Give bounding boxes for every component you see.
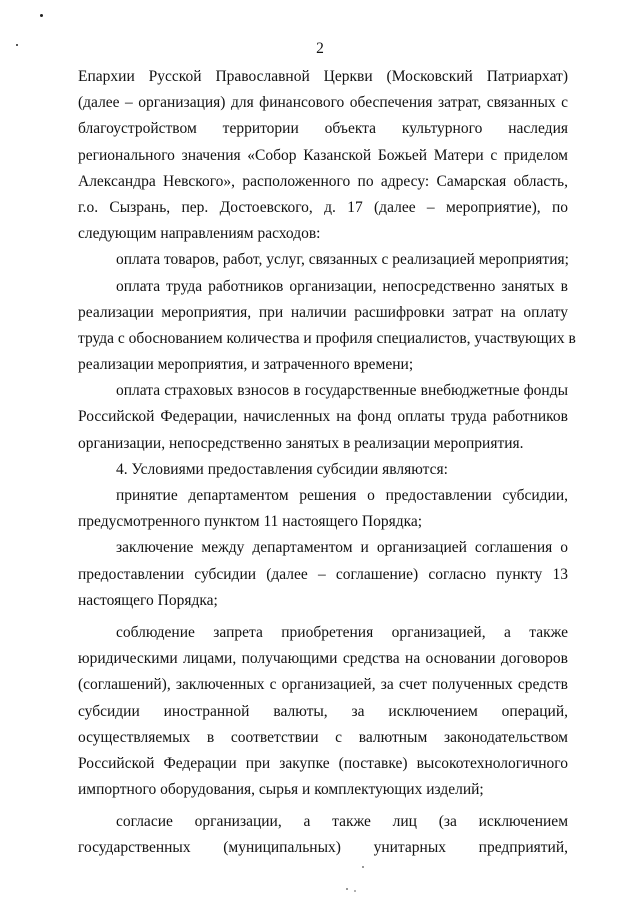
- scan-speck: [40, 14, 43, 17]
- text-line: г.о. Сызрань, пер. Достоевского, д. 17 (далее – мероприятие), по: [78, 198, 568, 216]
- text-line: (соглашений), заключенных с организацией, за счет полученных средств: [78, 676, 568, 694]
- scan-speck: [346, 888, 348, 890]
- text-line: Российской Федерации, начисленных на фонд оплаты труда работников: [78, 408, 568, 426]
- text-line: Российской Федерации при закупке (поставке) высокотехнологичного: [78, 754, 568, 772]
- scan-speck: [362, 866, 364, 868]
- text-line: осуществляемых в соответствии с валютным законодательством: [78, 728, 568, 746]
- scan-speck: [354, 890, 356, 892]
- text-line: реализации мероприятия, и затраченного времени;: [78, 356, 414, 374]
- text-line: труда с обоснованием количества и профиля специалистов, участвующих в: [78, 329, 576, 347]
- text-line: Епархии Русской Православной Церкви (Московский Патриархат): [78, 68, 568, 85]
- text-line: оплата страховых взносов в государственные внебюджетные фонды: [116, 382, 568, 400]
- text-line: заключение между департаментом и организацией соглашения о: [116, 539, 568, 557]
- text-line: реализации мероприятия, при наличии расшифровки затрат на оплату: [78, 303, 568, 321]
- text-line: организации, непосредственно занятых в реализации мероприятия.: [78, 434, 524, 452]
- text-line: следующим направлениям расходов:: [78, 225, 321, 243]
- text-line: юридическими лицами, получающими средства на основании договоров: [78, 650, 568, 668]
- text-line: (далее – организация) для финансового обеспечения затрат, связанных с: [78, 94, 568, 112]
- text-line: предоставлении субсидии (далее – соглашение) согласно пункту 13: [78, 565, 568, 583]
- page-number: 2: [316, 40, 324, 57]
- text-line: субсидии иностранной валюты, за исключением операций,: [78, 702, 568, 720]
- text-line: импортного оборудования, сырья и комплектующих изделий;: [78, 781, 484, 799]
- text-line: принятие департаментом решения о предоставлении субсидии,: [116, 487, 568, 504]
- text-line: регионального значения «Собор Казанской Божьей Матери с приделом: [78, 146, 568, 164]
- text-line: согласие организации, а также лиц (за исключением: [116, 813, 568, 831]
- text-line: настоящего Порядка;: [78, 591, 218, 609]
- text-line: 4. Условиями предоставления субсидии являются:: [116, 460, 448, 478]
- text-line: Александра Невского», расположенного по адресу: Самарская область,: [78, 172, 568, 190]
- text-line: оплата труда работников организации, непосредственно занятых в: [116, 277, 568, 295]
- text-line: предусмотренного пунктом 11 настоящего Порядка;: [78, 513, 423, 531]
- text-line: оплата товаров, работ, услуг, связанных с реализацией мероприятия;: [116, 251, 569, 269]
- text-line: соблюдение запрета приобретения организацией, а также: [116, 623, 568, 641]
- text-line: благоустройством территории объекта культурного наследия: [78, 120, 568, 138]
- document-body: [78, 64, 576, 862]
- text-line: государственных (муниципальных) унитарных предприятий,: [78, 839, 568, 857]
